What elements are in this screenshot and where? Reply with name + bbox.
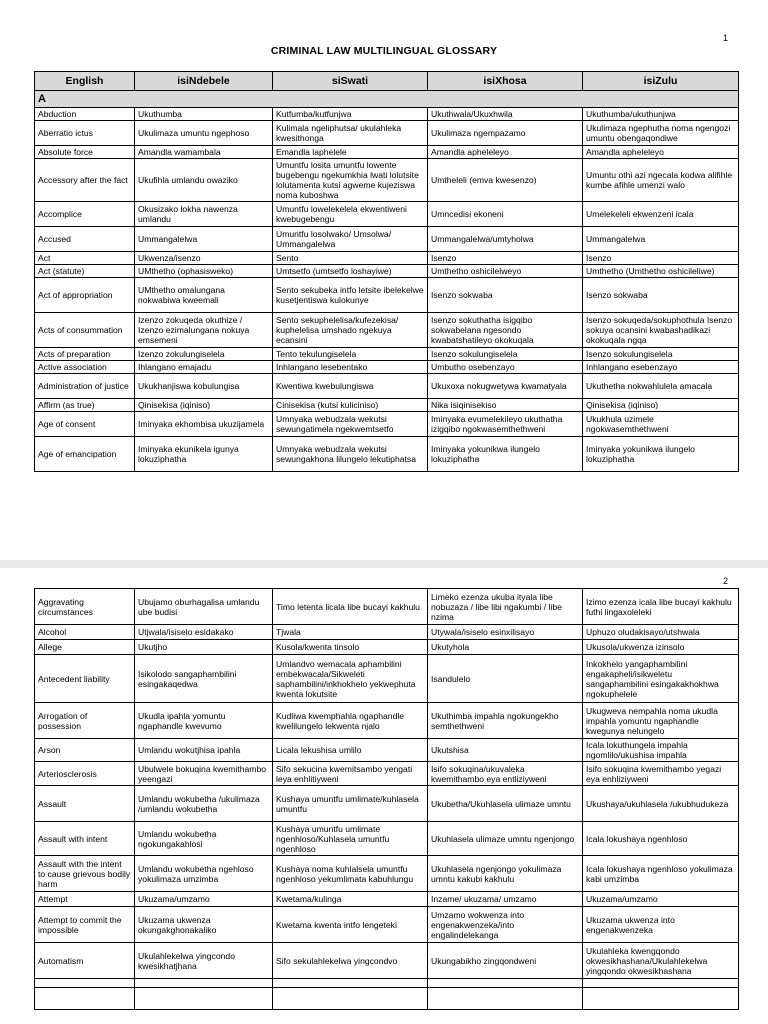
term-english: Attempt to commit the impossible <box>35 907 135 943</box>
table-row <box>35 252 739 265</box>
term-isizulu: Amandla apheleleyo <box>583 146 739 159</box>
table-row <box>35 943 739 979</box>
term-english: Alcohol <box>35 625 135 640</box>
term-isizulu: Ukulimaza ngephutha noma ngengozi umuntu obengaqondiwe <box>583 121 739 146</box>
term-siswati <box>273 979 428 988</box>
table-row <box>35 278 739 313</box>
term-isindebele: UMthetho (ophasisweko) <box>135 265 273 278</box>
term-isizulu: Isifo sokuqina kwemithambo yegazi eya enhliziyweni <box>583 762 739 786</box>
term-isindebele: Iminyaka ekhombisa ukuzijamela <box>135 412 273 437</box>
term-isindebele: Umlandu wokubetha /ukulimaza /umlandu wokubetha <box>135 786 273 822</box>
term-isixhosa: Ukutyhola <box>428 640 583 655</box>
column-header-isizulu: isiZulu <box>583 72 739 91</box>
term-siswati: Sento <box>273 252 428 265</box>
term-english: Arteriosclerosis <box>35 762 135 786</box>
table-row <box>35 703 739 739</box>
table-row <box>35 589 739 625</box>
term-siswati: Kutfumba/kutfunjwa <box>273 108 428 121</box>
table-row <box>35 202 739 227</box>
term-english: Assault with intent <box>35 822 135 856</box>
term-isizulu: Ukusola/ukwenza izinsolo <box>583 640 739 655</box>
term-isindebele: Ukukhanjiswa kobulungisa <box>135 374 273 399</box>
term-isindebele: Umlandu wokubetha ngokungakahlosi <box>135 822 273 856</box>
table-row <box>35 361 739 374</box>
term-isindebele: Ihlangano emajadu <box>135 361 273 374</box>
term-siswati: Sento sekubeka intfo letsite ibelekelwe kusetjentiswa kulokunye <box>273 278 428 313</box>
term-isindebele: Ubujamo oburhagalisa umlandu ube budisi <box>135 589 273 625</box>
term-isixhosa: Amandla apheleleyo <box>428 146 583 159</box>
term-siswati: Kulimala ngeliphutsa/ ukulahleka kwesithonga <box>273 121 428 146</box>
term-siswati: Kushaya umuntfu umlimate/kuhlasela umuntfu <box>273 786 428 822</box>
term-isizulu: Ukushaya/ukuhlasela /ukubhudukeza <box>583 786 739 822</box>
column-header-english: English <box>35 72 135 91</box>
table-row <box>35 348 739 361</box>
term-english: Assault with the intent to cause grievous bodily harm <box>35 856 135 892</box>
term-isixhosa: Isifo sokuqina/ukuvaleka kwemithambo eya entliziyweni <box>428 762 583 786</box>
term-english: Active association <box>35 361 135 374</box>
term-isindebele <box>135 979 273 988</box>
header-row <box>35 72 739 91</box>
table-row <box>35 146 739 159</box>
term-isixhosa <box>428 979 583 988</box>
table-row <box>35 121 739 146</box>
term-english: Arrogation of possession <box>35 703 135 739</box>
term-isixhosa: Ukuthwala/Ukuxhwila <box>428 108 583 121</box>
column-header-siswati: siSwati <box>273 72 428 91</box>
term-siswati: Umuntfu losita umuntfu lowente bugebengu ngekumkhia lwati lolutsite lolutamenta kutsi agweme kujeziswa noma kuboshwa <box>273 159 428 202</box>
term-siswati: Timo letenta licala libe bucayi kakhulu <box>273 589 428 625</box>
section-letter: A <box>35 91 739 108</box>
term-english: Acts of consummation <box>35 313 135 348</box>
table-row <box>35 625 739 640</box>
term-isizulu: Uphuzo oludakisayo/utshwala <box>583 625 739 640</box>
term-english <box>35 979 135 988</box>
term-isixhosa: Ukubetha/Ukuhlasela ulimaze umntu <box>428 786 583 822</box>
table-row <box>35 412 739 437</box>
term-isixhosa: Iminyaka yokunikwa ilungelo lokuziphatha <box>428 437 583 472</box>
term-english: Accomplice <box>35 202 135 227</box>
term-english: Abduction <box>35 108 135 121</box>
term-siswati: Kushaya umuntfu umlimate ngenhloso/Kuhlasela umuntfu ngenhloso <box>273 822 428 856</box>
term-english: Antecedent liability <box>35 655 135 703</box>
term-isindebele: Okusizako lokha nawenza umlandu <box>135 202 273 227</box>
term-isizulu: Umthetho (Umthetho oshicileliwe) <box>583 265 739 278</box>
term-isixhosa: Utywala/isiselo esinxilisayo <box>428 625 583 640</box>
term-isindebele: Izenzo zokuqeda okuthize / Izenzo ezimalungana nokuya emsemeni <box>135 313 273 348</box>
term-siswati: Cinisekisa (kutsi kuliciniso) <box>273 399 428 412</box>
table-row <box>35 979 739 988</box>
term-isixhosa: Nika isiqinisekiso <box>428 399 583 412</box>
term-isizulu: Isenzo <box>583 252 739 265</box>
term-isindebele: Qinisekisa (iqiniso) <box>135 399 273 412</box>
term-siswati: Tento tekulungiselela <box>273 348 428 361</box>
term-isixhosa: Ukuhlasela ulimaze umntu ngenjongo <box>428 822 583 856</box>
table-row <box>35 655 739 703</box>
term-siswati: Kwetama kwenta intfo lengeteki <box>273 907 428 943</box>
page-2 <box>0 568 768 1024</box>
term-english: Age of consent <box>35 412 135 437</box>
table-row <box>35 374 739 399</box>
term-isindebele: Ukutjho <box>135 640 273 655</box>
term-isizulu <box>583 979 739 988</box>
term-isizulu: Ukugweva nempahla noma ukudla impahla yomuntu ngaphandle kwegunya nelungelo <box>583 703 739 739</box>
term-isixhosa: Ukuhlasela ngenjongo yokulimaza umntu kakubi kakhulu <box>428 856 583 892</box>
term-english: Act (statute) <box>35 265 135 278</box>
term-isizulu: Iminyaka yokunikwa ilungelo lokuziphatha <box>583 437 739 472</box>
term-isizulu <box>583 988 739 1010</box>
page-number: 1 <box>722 33 728 43</box>
term-isindebele: Ukulahlekelwa yingcondo kwesikhatjhana <box>135 943 273 979</box>
term-siswati: Umtsetfo (umtsetfo loshayiwe) <box>273 265 428 278</box>
term-isizulu: Ukuthetha nokwahlulela amacala <box>583 374 739 399</box>
term-siswati: Umuntfu losolwako/ Umsolwa/ Ummangalelwa <box>273 227 428 252</box>
term-siswati: Sifo sekulahlekelwa yingcondvo <box>273 943 428 979</box>
term-isizulu: Isenzo sokulungiselela <box>583 348 739 361</box>
term-siswati: Licala lekushisa umlilo <box>273 739 428 762</box>
term-isixhosa: Isenzo sokwaba <box>428 278 583 313</box>
term-english: Assault <box>35 786 135 822</box>
glossary-table <box>34 71 739 472</box>
term-isindebele: Ukulimaza umuntu ngephoso <box>135 121 273 146</box>
table-row <box>35 227 739 252</box>
term-isixhosa: Umzamo wokwenza into engenakwenzeka/into engalindelekanga <box>428 907 583 943</box>
term-english: Attempt <box>35 892 135 907</box>
term-isindebele: Ubulwele bokuqina kwemithambo yeengazi <box>135 762 273 786</box>
table-row <box>35 313 739 348</box>
term-english: Absolute force <box>35 146 135 159</box>
term-isindebele: Ukuthumba <box>135 108 273 121</box>
term-english: Affirm (as true) <box>35 399 135 412</box>
table-row <box>35 640 739 655</box>
table-row <box>35 988 739 1010</box>
term-isizulu: Isenzo sokuqeda/sokuphothula Isenzo sokuya ocansini kwabashadikazi okokuqala ngqa <box>583 313 739 348</box>
term-isindebele: UMthetho omalungana nokwabiwa kweemali <box>135 278 273 313</box>
term-isixhosa: Umbutho osebenzayo <box>428 361 583 374</box>
term-siswati: Umuntfu lowelekelela ekwentiweni kwebugebengu <box>273 202 428 227</box>
term-english <box>35 988 135 1010</box>
term-isixhosa: Ukuxoxa nokugwetywa kwamatyala <box>428 374 583 399</box>
term-english: Accessory after the fact <box>35 159 135 202</box>
term-isizulu: Ummangalelwa <box>583 227 739 252</box>
term-siswati: Umlandvo wemacala aphambilini embekwacala/Sikweleti saphambilini/inkhokhelo yekwephuta kwenta lokutsite <box>273 655 428 703</box>
term-isizulu: Inkokhelo yangaphambilini engakapheli/isikweletu sangaphambilini esingakakhokhwa ngokuphelele <box>583 655 739 703</box>
glossary-table <box>34 588 739 1010</box>
term-siswati: Sifo sekucina kwemitsambo yengati leya enhlitiyweni <box>273 762 428 786</box>
term-siswati: Inhlangano lesebentako <box>273 361 428 374</box>
term-isixhosa: Ukutshisa <box>428 739 583 762</box>
term-isindebele: Utjwala/isiselo esidakako <box>135 625 273 640</box>
term-isixhosa: Isenzo sokulungiselela <box>428 348 583 361</box>
table-row <box>35 265 739 278</box>
term-isizulu: Icala lokushaya ngenhloso yokulimaza kabi umzimba <box>583 856 739 892</box>
term-siswati: Kushaya noma kuhlalsela umuntfu ngenhloso yekumlimata kabuhlungu <box>273 856 428 892</box>
term-isizulu: Isenzo sokwaba <box>583 278 739 313</box>
term-english: Arson <box>35 739 135 762</box>
term-english: Act of appropriation <box>35 278 135 313</box>
term-siswati: Tjwala <box>273 625 428 640</box>
section-row <box>35 91 739 108</box>
table-row <box>35 437 739 472</box>
term-english: Aberratio ictus <box>35 121 135 146</box>
term-isindebele <box>135 988 273 1010</box>
term-isizulu: Icala lokuthungela impahla ngomlilo/ukushisa impahla <box>583 739 739 762</box>
term-isixhosa: Isenzo <box>428 252 583 265</box>
term-english: Aggravating circumstances <box>35 589 135 625</box>
term-isixhosa: Isandulelo <box>428 655 583 703</box>
term-isixhosa: Ummangalelwa/umtyholwa <box>428 227 583 252</box>
term-isindebele: Umlandu wokutjhisa ipahla <box>135 739 273 762</box>
term-english: Acts of preparation <box>35 348 135 361</box>
document-title: CRIMINAL LAW MULTILINGUAL GLOSSARY <box>270 45 498 57</box>
table-row <box>35 159 739 202</box>
table-row <box>35 399 739 412</box>
term-siswati: Emandla laphelele <box>273 146 428 159</box>
term-english: Automatism <box>35 943 135 979</box>
term-isixhosa: Umncedisi ekoneni <box>428 202 583 227</box>
term-isizulu: Ukuzama/umzamo <box>583 892 739 907</box>
term-isizulu: Umuntu othi azi ngecala kodwa alifihle kumbe afihle umenzi walo <box>583 159 739 202</box>
table-row <box>35 739 739 762</box>
term-isixhosa: Limeko ezenza ukuba ityala libe nobuzaza / libe libi ngakumbi / libe nzima <box>428 589 583 625</box>
term-isindebele: Ukwenza/isenzo <box>135 252 273 265</box>
term-siswati <box>273 988 428 1010</box>
term-siswati: Sento sekuphelelisa/kufezekisa/ kuphelelisa umshado ngekuya ecansini <box>273 313 428 348</box>
table-row <box>35 108 739 121</box>
term-isindebele: Ukudla ipahla yomuntu ngaphandle kwevumo <box>135 703 273 739</box>
term-english: Act <box>35 252 135 265</box>
term-isixhosa: Iminyaka evumelekileyo ukuthatha izigqibo ngokwasemthethweni <box>428 412 583 437</box>
table-row <box>35 856 739 892</box>
term-isindebele: Ukufihla umlandu owaziko <box>135 159 273 202</box>
table-row <box>35 786 739 822</box>
term-isizulu: Qinisekisa (iqiniso) <box>583 399 739 412</box>
term-isizulu: Icala lokushaya ngenhloso <box>583 822 739 856</box>
term-siswati: Kusola/kwenta tinsolo <box>273 640 428 655</box>
column-header-isixhosa: isiXhosa <box>428 72 583 91</box>
term-isindebele: Umlandu wokubetha ngehloso yokulimaza umzimba <box>135 856 273 892</box>
term-siswati: Kwetama/kulinga <box>273 892 428 907</box>
term-siswati: Kudliwa kwemphahla ngaphandle kwelilungelo lekwenta njalo <box>273 703 428 739</box>
term-isizulu: Ukuzama ukwenza into engenakwenzeka <box>583 907 739 943</box>
term-english: Administration of justice <box>35 374 135 399</box>
term-isindebele: Isikolodo sangaphambilini esingakaqedwa <box>135 655 273 703</box>
term-isizulu: Ukuthumba/ukuthunjwa <box>583 108 739 121</box>
term-isixhosa: Ukulimaza ngempazamo <box>428 121 583 146</box>
term-isizulu: Ukulahleka kwengqondo okwesikhashana/Ukulahlekelwa yingqondo okwesikhashana <box>583 943 739 979</box>
term-isindebele: Izenzo zokulungiselela <box>135 348 273 361</box>
term-isizulu: Inhlangano esebenzayo <box>583 361 739 374</box>
term-isizulu: Ukukhula uzimele ngokwasemthethweni <box>583 412 739 437</box>
term-isixhosa: Inzame/ ukuzama/ umzamo <box>428 892 583 907</box>
term-isindebele: Amandla wamambala <box>135 146 273 159</box>
term-siswati: Kwentiwa kwebulungiswa <box>273 374 428 399</box>
term-isixhosa: Ukungabikho zingqondweni <box>428 943 583 979</box>
term-siswati: Umnyaka webudzala wekutsi sewungakhona lilungelo lekutiphatsa <box>273 437 428 472</box>
term-english: Age of emancipation <box>35 437 135 472</box>
term-isizulu: Izimo ezenza icala libe bucayi kakhulu futhi lingaxoleleki <box>583 589 739 625</box>
term-siswati: Umnyaka webudzala wekutsi sewungatimela ngekwemtsetfo <box>273 412 428 437</box>
table-row <box>35 907 739 943</box>
table-row <box>35 762 739 786</box>
term-isindebele: Ukuzama ukwenza okungakghonakaliko <box>135 907 273 943</box>
term-isixhosa: Isenzo sokuthatha isigqibo sokwabelana ngesondo kwabatshatileyo okokuqala <box>428 313 583 348</box>
term-isindebele: Ukuzama/umzamo <box>135 892 273 907</box>
term-isizulu: Umelekeleli ekwenzeni icala <box>583 202 739 227</box>
term-english: Allege <box>35 640 135 655</box>
column-header-isindebele: isiNdebele <box>135 72 273 91</box>
term-english: Accused <box>35 227 135 252</box>
term-isixhosa <box>428 988 583 1010</box>
term-isixhosa: Ukuthimba impahla ngokungekho semthethweni <box>428 703 583 739</box>
term-isindebele: Ummangalelwa <box>135 227 273 252</box>
table-row <box>35 892 739 907</box>
term-isixhosa: Umthetho oshicilelweyo <box>428 265 583 278</box>
table-row <box>35 822 739 856</box>
term-isindebele: Iminyaka ekunikela igunya lokuziphatha <box>135 437 273 472</box>
page-number: 2 <box>722 576 728 586</box>
term-isixhosa: Umtheleli (emva kwesenzo) <box>428 159 583 202</box>
